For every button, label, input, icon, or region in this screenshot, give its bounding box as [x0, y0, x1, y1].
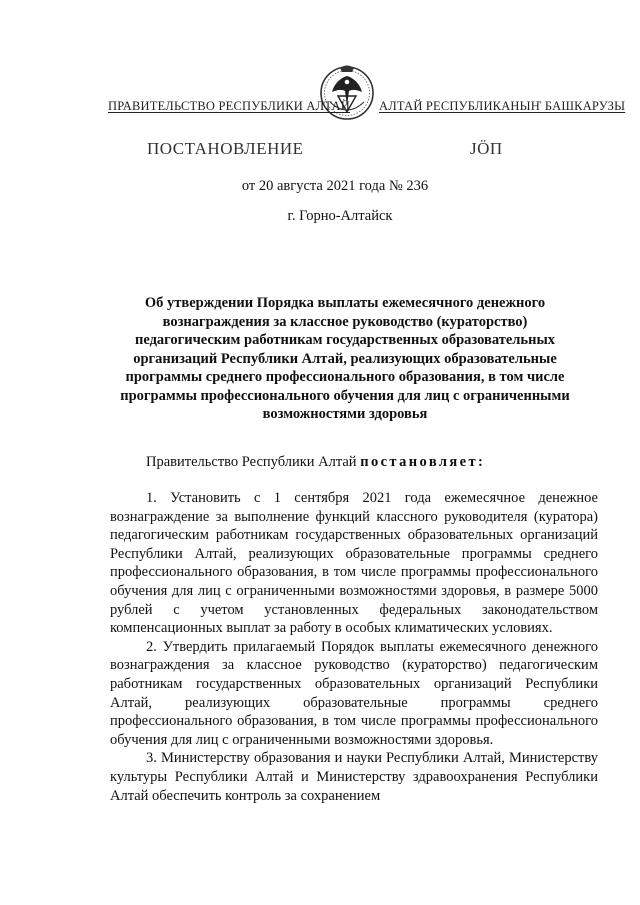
- title-line: вознаграждения за классное руководство (кураторство): [162, 313, 528, 330]
- paragraph-3: 3. Министерству образования и науки Республики Алтай, Министерству культуры Республики Алтай и Министерству здравоохранения Республики Алтай обеспечить контроль за сохранением: [110, 750, 598, 804]
- paragraph-2: 2. Утвердить прилагаемый Порядок выплаты ежемесячного денежного вознаграждения за классное руководство (кураторство) педагогическим работникам государственных образовательных организаций Республики Алтай, реализующих образовательные программы среднего профессионального образования, в том числе программы профессионального обучения для лиц с ограниченными возможностями здоровья.: [110, 638, 598, 748]
- decree-verb: постановляет:: [360, 454, 486, 470]
- document-title: [95, 294, 595, 424]
- title-line: программы среднего профессионального образования, в том числе: [125, 369, 565, 385]
- title-line: организаций Республики Алтай, реализующих образовательные: [133, 350, 557, 367]
- document-body: [110, 489, 598, 805]
- paragraph-1: 1. Установить с 1 сентября 2021 года ежемесячное денежное вознаграждение за выполнение функций классного руководителя (куратора) педагогическим работникам государственных образовательных организаций Республики Алтай, реализующих образовательные программы среднего профессионального образования, в том числе программы профессионального обучения для лиц с ограниченными возможностями здоровья, в размере 5000 рублей с учетом установленных федеральных законодательством компенсационных выплат за работу в особых климатических условиях.: [110, 490, 598, 637]
- document-city: г. Горно-Алтайск: [287, 208, 393, 224]
- decree-statement: [146, 454, 485, 471]
- document-type-altai: ЈÖП: [470, 139, 503, 158]
- document-type-russian: ПОСТАНОВЛЕНИЕ: [147, 139, 304, 158]
- title-line: педагогическим работникам государственных образовательных: [134, 332, 556, 348]
- title-line: возможностями здоровья: [262, 406, 428, 422]
- decree-lead: Правительство Республики Алтай: [146, 454, 361, 470]
- title-line: Об утверждении Порядка выплаты ежемесячного денежного: [144, 295, 546, 311]
- document-date-number: от 20 августа 2021 года № 236: [241, 178, 429, 194]
- title-line: программы профессионального обучения для лиц с ограниченными: [120, 387, 570, 404]
- government-name-altai: АЛТАЙ РЕСПУБЛИКАНЫҤ БАШКАРУЗЫ: [379, 99, 626, 113]
- government-name-russian: ПРАВИТЕЛЬСТВО РЕСПУБЛИКИ АЛТАЙ: [108, 99, 350, 113]
